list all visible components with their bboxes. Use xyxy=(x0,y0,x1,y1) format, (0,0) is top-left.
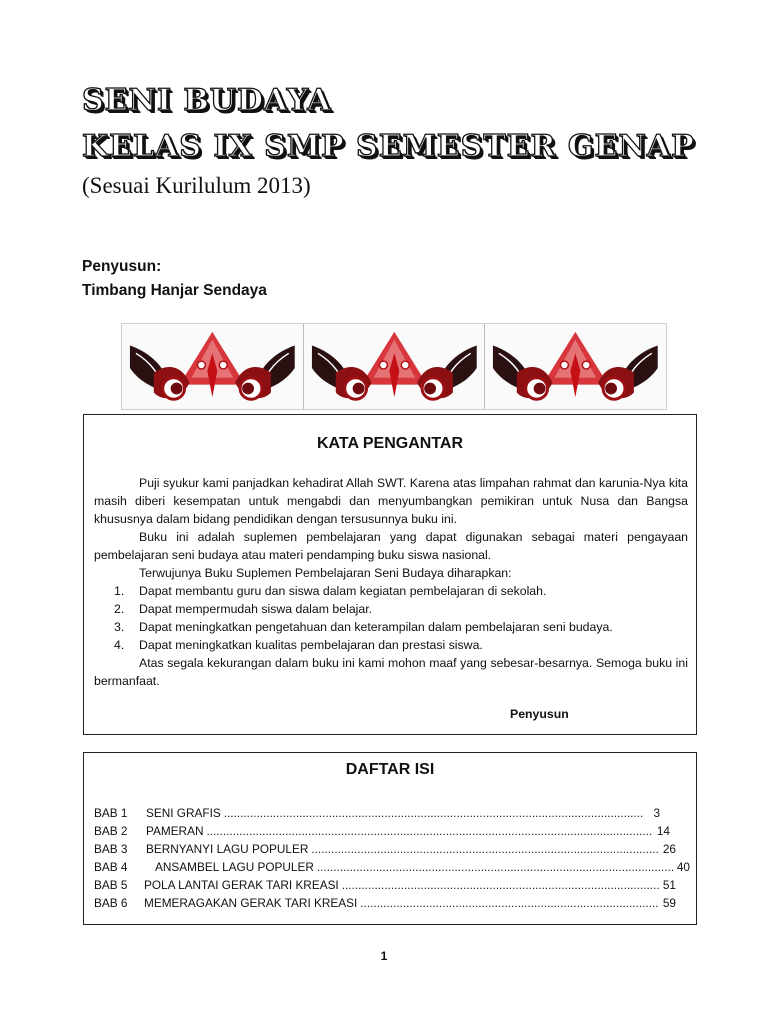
toc-bab: BAB 6 xyxy=(94,896,128,910)
list-text: Dapat mempermudah siswa dalam belajar. xyxy=(139,602,373,616)
toc-entry[interactable] xyxy=(94,823,670,839)
toc-page: 40 xyxy=(676,860,690,874)
list-text: Dapat meningkatkan kualitas pembelajaran dan prestasi siswa. xyxy=(139,638,483,652)
toc-entry[interactable] xyxy=(94,841,676,857)
garuda-ornament-icon xyxy=(304,324,485,409)
list-number: 2. xyxy=(114,602,125,616)
ornament-panel xyxy=(485,324,666,409)
toc-page: 3 xyxy=(653,806,660,820)
preface-paragraph-1: Puji syukur kami panjadkan kehadirat Allah SWT. Karena atas limpahan rahmat dan karunia-Nya kita masih diberi kesempatan untuk mengabdi dan menyumbangkan pemikiran untuk Nusa dan Bangsa khususnya dalam bidang pendidikan dengan tersusunnya buku ini. xyxy=(94,476,688,526)
toc-bab: BAB 3 xyxy=(94,842,128,856)
list-number: 3. xyxy=(114,620,125,634)
garuda-ornament-icon xyxy=(122,324,303,409)
ornament-panel xyxy=(304,324,486,409)
toc-leader-dots xyxy=(342,877,659,893)
list-text: Dapat meningkatkan pengetahuan dan keterampilan dalam pembelajaran seni budaya. xyxy=(139,620,613,634)
toc-leader-dots xyxy=(311,841,659,857)
toc-entry[interactable] xyxy=(94,877,676,893)
garuda-ornament-icon xyxy=(485,324,666,409)
toc-box xyxy=(83,752,697,925)
toc-page: 26 xyxy=(662,842,676,856)
toc-entry-title: PAMERAN xyxy=(146,824,204,838)
toc-bab: BAB 2 xyxy=(94,824,128,838)
preface-list xyxy=(114,582,694,654)
preface-title: KATA PENGANTAR xyxy=(316,435,464,452)
list-item xyxy=(114,600,694,618)
author-name: Timbang Hanjar Sendaya xyxy=(82,282,267,299)
preface-paragraph-4: Atas segala kekurangan dalam buku ini kami mohon maaf yang sebesar-besarnya. Semoga buku ini bermanfaat. xyxy=(94,656,688,688)
toc-title: DAFTAR ISI xyxy=(345,761,435,778)
toc-entry[interactable] xyxy=(94,805,660,821)
toc-bab: BAB 4 xyxy=(94,860,128,874)
ornament-strip xyxy=(121,323,667,410)
list-number: 4. xyxy=(114,638,125,652)
ornament-panel xyxy=(122,324,304,409)
toc-page: 14 xyxy=(656,824,670,838)
preface-signature: Penyusun xyxy=(510,707,569,721)
toc-bab: BAB 1 xyxy=(94,806,128,820)
preface-box xyxy=(83,414,697,735)
cover-title-line-1: SENI BUDAYA xyxy=(82,83,332,118)
toc-entry-title: MEMERAGAKAN GERAK TARI KREASI xyxy=(144,896,358,910)
toc-page: 51 xyxy=(662,878,676,892)
toc-leader-dots xyxy=(206,823,653,839)
toc-leader-dots xyxy=(224,805,643,821)
list-text: Dapat membantu guru dan siswa dalam kegiatan pembelajaran di sekolah. xyxy=(139,584,547,598)
toc-entry[interactable] xyxy=(94,895,676,911)
preface-paragraph-3: Terwujunya Buku Suplemen Pembelajaran Seni Budaya diharapkan: xyxy=(139,566,512,580)
toc-leader-dots xyxy=(360,895,659,911)
cover-title-line-2: KELAS IX SMP SEMESTER GENAP xyxy=(82,129,695,164)
toc-bab: BAB 5 xyxy=(94,878,128,892)
list-item xyxy=(114,618,694,636)
toc-entry-title: SENI GRAFIS xyxy=(146,806,221,820)
toc-entry-title: BERNYANYI LAGU POPULER xyxy=(146,842,309,856)
toc-entry-title: ANSAMBEL LAGU POPULER xyxy=(155,860,314,874)
list-item xyxy=(114,582,694,600)
toc-page: 59 xyxy=(662,896,676,910)
author-label: Penyusun: xyxy=(82,258,162,275)
toc-entry-title: POLA LANTAI GERAK TARI KREASI xyxy=(144,878,339,892)
cover-subtitle: (Sesuai Kurilulum 2013) xyxy=(82,173,311,198)
list-number: 1. xyxy=(114,584,125,598)
toc-entry[interactable] xyxy=(94,859,690,875)
toc-leader-dots xyxy=(317,859,673,875)
preface-paragraph-2: Buku ini adalah suplemen pembelajaran yang dapat digunakan sebagai materi pengayaan pembelajaran seni budaya atau materi pendamping buku siswa nasional. xyxy=(94,530,688,562)
author-block xyxy=(82,255,267,303)
page-number: 1 xyxy=(380,949,388,963)
list-item xyxy=(114,636,694,654)
